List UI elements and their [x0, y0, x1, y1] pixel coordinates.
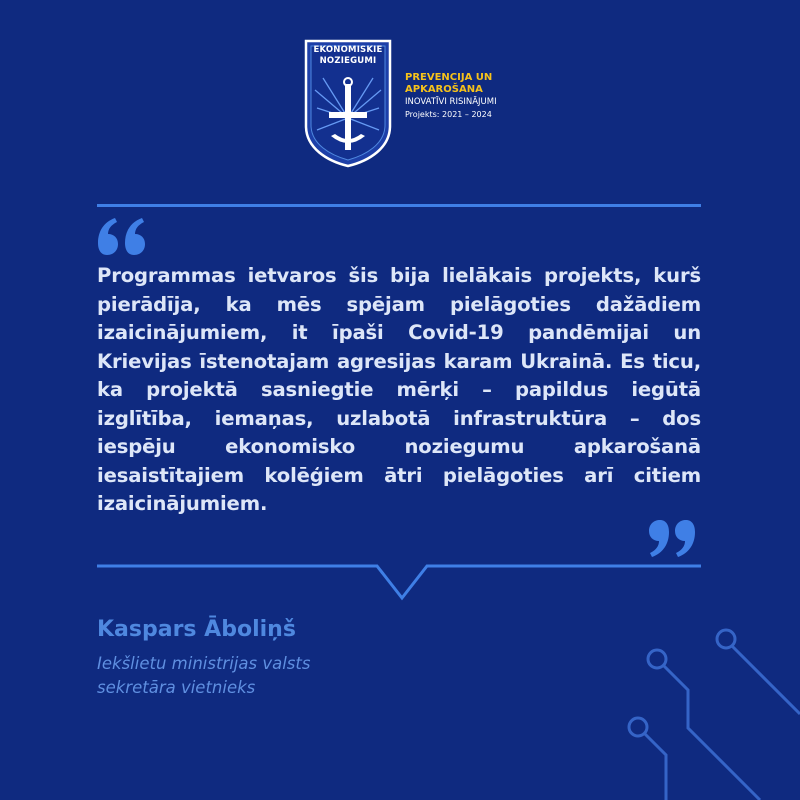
author-role-line2: sekretāra vietnieks [97, 678, 256, 697]
top-divider [97, 204, 701, 207]
shield-title-line2: NOZIEGUMI [319, 56, 377, 66]
open-quote-icon [96, 217, 148, 257]
project-period: Projekts: 2021 – 2024 [405, 110, 492, 119]
author-name: Kaspars Āboliņš [97, 617, 296, 642]
program-title-line2: APKAROŠANA [405, 84, 483, 95]
author-role-line1: Iekšlietu ministrijas valsts [97, 654, 311, 673]
shield-title-line1: EKONOMISKIE [313, 45, 383, 55]
program-title-line1: PREVENCIJA UN [405, 72, 493, 83]
circuit-lines-icon [610, 610, 800, 800]
program-subtitle: INOVATĪVI RISINĀJUMI [405, 97, 497, 107]
quote-text: Programmas ietvaros šis bija lielākais projekts, kurš pierādīja, ka mēs spējam pielāgoties dažādiem izaicinājumiem, it īpaši Covid-19 pandēmijai un Krievijas īstenotajam agresijas karam Ukrainā. Es ticu, ka projektā sasniegtie mērķi – papildus iegūtā izglītība, iemaņas, uzlabotā infrastruktūra – dos iespēju ekonomisko noziegumu apkarošanā iesaistītajiem kolēģiem ātri pielāgoties arī citiem izaicinājumiem. [97, 264, 701, 515]
close-quote-icon [647, 518, 697, 558]
speech-pointer-divider [95, 560, 705, 606]
